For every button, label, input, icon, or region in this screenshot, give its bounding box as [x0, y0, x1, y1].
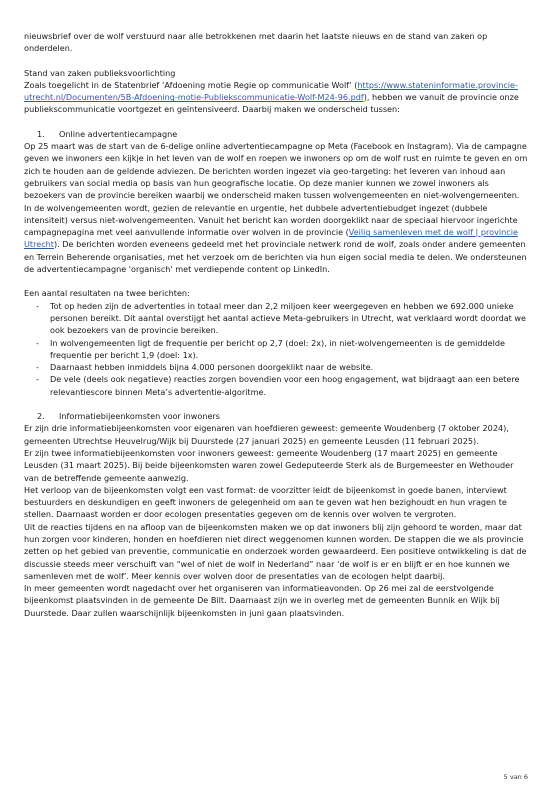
dash-icon: -	[36, 362, 39, 373]
section1-text-before: Op 25 maart was de start van de 6-delige online advertentiecampagne op Meta (Facebook en Instagram). Via de campagne geven we inwoners een kijkje in het leven van de wolf en roepen we inwoners op om de wolf rust en ruimte te geven en om zich te houden aan de geldende adviezen. De berichten worden ingezet via geo-targeting: het leveren van inhoud aan gebruikers van social media op basis van hun geografische locatie. Op deze manier kunnen we zowel inwoners als bezoekers van de provincie bereiken waarbij we onderscheid maken tussen wolvengemeenten en niet-wolvengemeenten. In de wolvengemeenten wordt, gezien de relevantie en urgentie, het dubbele advertentiebudget ingezet (dubbele intensiteit) versus niet-wolvengemeenten. Vanuit het bericht kan worden doorgeklikt naar de speciaal hiervoor ingerichte campagnepagina met veel aanvullende informatie over wolven in de provincie (	[24, 141, 528, 238]
dash-icon: -	[36, 300, 39, 311]
status-paragraph	[24, 79, 529, 116]
section1-title: Online advertentiecampagne	[59, 128, 178, 139]
list-item: - Tot op heden zijn de advertenties in totaal meer dan 2,2 miljoen keer weergegeven en hebben we 692.000 unieke personen bereikt. Dit aantal overstijgt het aantal actieve Meta-gebruikers in Utrecht, wat verklaard wordt doordat we ook bezoekers van de provincie bereiken.	[24, 300, 529, 337]
dash-icon: -	[36, 374, 39, 385]
section2-paragraph-5: In meer gemeenten wordt nagedacht over het organiseren van informatieavonden. Op 26 mei zal de eerstvolgende bijeenkomst plaatsvinden in de gemeente De Bilt. Daarnaast zijn we in overleg met de gemeenten Bunnik en Wijk bij Duurstede. Daar zullen waarschijnlijk bijeenkomsten in juni gaan plaatsvinden.	[24, 583, 500, 618]
status-heading: Stand van zaken publieksvoorlichting	[24, 67, 176, 78]
status-text-after: ), hebben we vanuit de provincie onze publiekscommunicatie voortgezet en geïntensiveerd. Daarbij maken we onderscheid tussen:	[24, 92, 519, 115]
section1-heading	[24, 128, 529, 140]
section1-number: 1.	[37, 128, 45, 139]
results-intro: Een aantal resultaten na twee berichten:	[24, 288, 190, 299]
dash-icon: -	[36, 337, 39, 348]
results-list	[24, 300, 529, 398]
list-item: - Daarnaast hebben inmiddels bijna 4.000 personen doorgeklikt naar de website.	[24, 361, 529, 373]
section2-number: 2.	[37, 411, 45, 422]
list-item: - De vele (deels ook negatieve) reacties zorgen bovendien voor een hoog engagement, wat bijdraagt aan een betere relevantiescore binnen Meta’s advertentie-algoritme.	[24, 373, 529, 398]
section2-paragraph-4: Uit de reacties tijdens en na afloop van de bijeenkomsten maken we op dat inwoners blij zijn gehoord te worden, maar dat hun zorgen voor kinderen, honden en hoefdieren niet direct weggenomen kunnen worden. De stappen die we als provincie zetten op het gebied van preventie, communicatie en onderzoek worden gewaardeerd. Een positieve ontwikkeling is dat de discussie steeds meer verschuift van “wel of niet de wolf in Nederland” naar ‘de wolf is er en blijft er en hoe kunnen we samenleven met de wolf’. Meer kennis over wolven door de presentaties van de ecologen helpt daarbij.	[24, 521, 527, 581]
section2-paragraph-3: Het verloop van de bijeenkomsten volgt een vast format: de voorzitter leidt de bijeenkomst in goede banen, interviewt bestuurders en deskundigen en geeft inwoners de gelegenheid om aan te geven wat hen bezighoudt en hun vragen te stellen. Daarnaast worden er door ecologen presentaties gegeven om de kennis over wolven te vergroten.	[24, 484, 507, 520]
section2-heading	[24, 410, 529, 422]
document-page	[24, 30, 529, 619]
campaign-page-link[interactable]: Veilig samenleven met de wolf | provincie Utrecht	[24, 227, 518, 250]
section1-paragraph	[24, 140, 529, 275]
list-item: - In wolvengemeenten ligt de frequentie per bericht op 2,7 (doel: 2x), in niet-wolvengemeenten is de gemiddelde frequentie per bericht 1,9 (doel: 1x).	[24, 337, 529, 362]
section1-text-after: ). De berichten worden eveneens gedeeld met het provinciale netwerk rond de wolf, zoals onder andere gemeenten en Terrein Beherende organisaties, met het verzoek om de berichten via hun eigen social media te delen. We ondersteunen de advertentiecampagne 'organisch' met verdiepende content op LinkedIn.	[24, 239, 527, 275]
intro-paragraph: nieuwsbrief over de wolf verstuurd naar alle betrokkenen met daarin het laatste nieuws en de stand van zaken op onderdelen.	[24, 31, 488, 54]
section2-title: Informatiebijeenkomsten voor inwoners	[59, 411, 220, 422]
status-text-before: Zoals toegelicht in de Statenbrief ‘Afdoening motie Regie op communicatie Wolf’ (	[24, 79, 358, 90]
section2-paragraph-1: Er zijn drie informatiebijeenkomsten voor eigenaren van hoefdieren geweest: gemeente Woudenberg (7 oktober 2024), gemeenten Utrechtse Heuvelrug/Wijk bij Duurstede (27 januari 2025) en gemeente Leusden (11 februari 2025).	[24, 423, 509, 446]
statenbrief-link[interactable]: https://www.stateninformatie.provincie-utrecht.nl/Documenten/5B-Afdoening-motie-Publiekscommunicatie-Wolf-M24-96.pdf	[24, 79, 518, 103]
section2-paragraph-2: Er zijn twee informatiebijeenkomsten voor inwoners geweest: gemeente Woudenberg (17 maart 2025) en gemeente Leusden (31 maart 2025). Bij beide bijeenkomsten waren zowel Gedeputeerde Sterk als de Burgemeester en Wethouder van de betreffende gemeente aanwezig.	[24, 447, 514, 483]
page-number: 5 van 6	[503, 773, 528, 781]
